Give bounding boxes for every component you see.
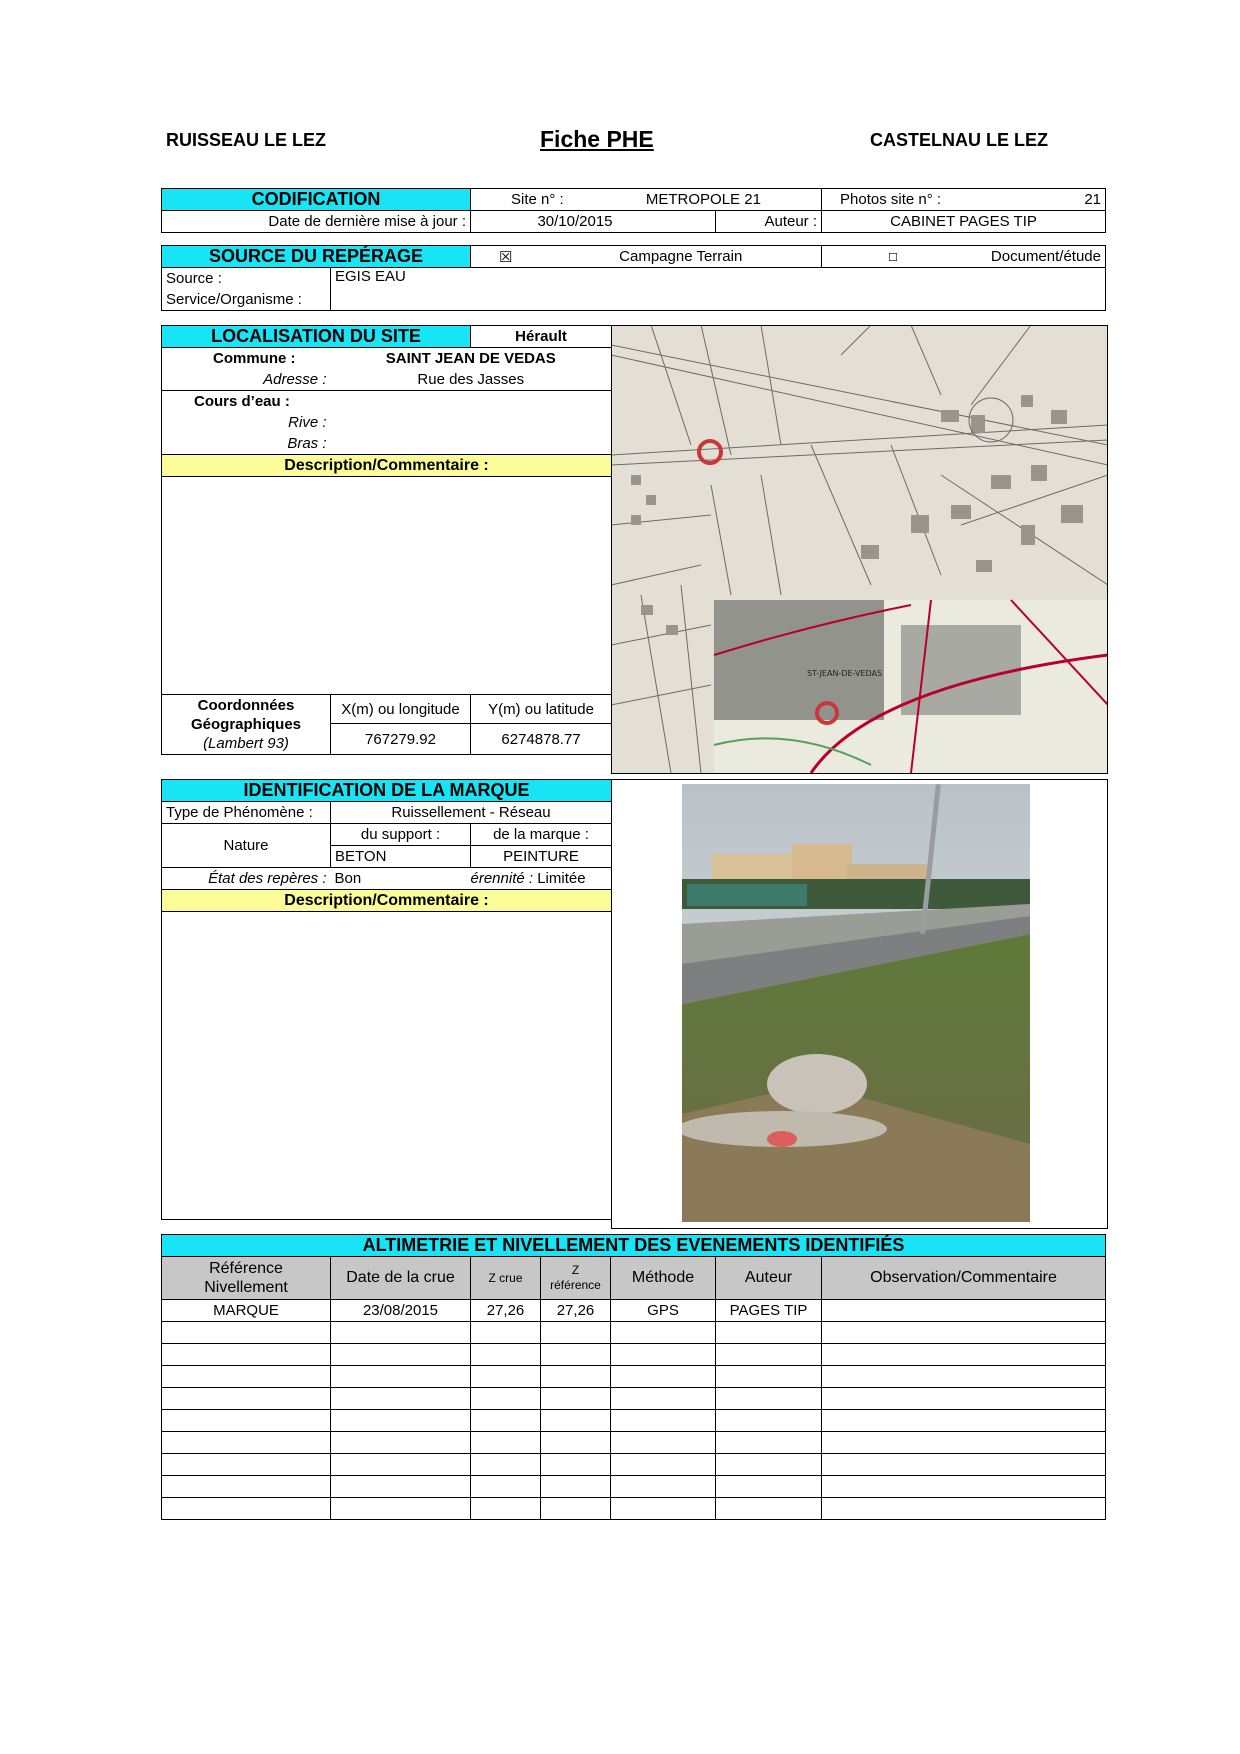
site-photo-svg	[682, 784, 1030, 1222]
cell-methode: GPS	[611, 1300, 716, 1322]
departement: Hérault	[471, 326, 612, 348]
source-value: EGIS EAU	[331, 268, 1106, 311]
support-value: BETON	[331, 846, 471, 868]
cell-zref[interactable]	[541, 1498, 611, 1520]
cell-auteur[interactable]	[716, 1498, 822, 1520]
date-label: Date de dernière mise à jour :	[162, 211, 471, 233]
date-value: 30/10/2015	[471, 211, 716, 233]
cell-obs[interactable]	[822, 1454, 1106, 1476]
loc-description-area[interactable]	[162, 477, 612, 695]
source-label: Source :	[162, 268, 331, 290]
coord-label-1: Coordonnées	[197, 697, 295, 714]
cell-zcrue[interactable]	[471, 1322, 541, 1344]
campagne-checkbox[interactable]: ☒	[471, 246, 541, 268]
localisation-title: LOCALISATION DU SITE	[162, 326, 471, 348]
photos-cell	[822, 189, 1106, 211]
cell-ref: MARQUE	[162, 1300, 331, 1322]
type-label: Type de Phénomène :	[162, 802, 331, 824]
altimetrie-table	[161, 1234, 1106, 1520]
cell-methode[interactable]	[611, 1344, 716, 1366]
col-methode: Méthode	[611, 1257, 716, 1300]
cell-auteur[interactable]	[716, 1410, 822, 1432]
col-ref-1: Référence	[209, 1260, 283, 1277]
marque-description-label: Description/Commentaire :	[162, 890, 612, 912]
coord-label-2: Géographiques	[190, 716, 302, 733]
cell-zcrue[interactable]	[471, 1410, 541, 1432]
col-auteur: Auteur	[716, 1257, 822, 1300]
empty-row	[162, 1344, 1106, 1366]
y-value: 6274878.77	[471, 724, 612, 755]
commune-label: Commune :	[162, 348, 331, 370]
x-label: X(m) ou longitude	[331, 695, 471, 724]
cell-obs[interactable]	[822, 1322, 1106, 1344]
cell-auteur[interactable]	[716, 1322, 822, 1344]
map-town-label: ST-JEAN-DE-VEDAS	[807, 669, 883, 678]
cell-ref[interactable]	[162, 1498, 331, 1520]
cell-obs[interactable]	[822, 1476, 1106, 1498]
author-value: CABINET PAGES TIP	[822, 211, 1106, 233]
cell-zref[interactable]	[541, 1454, 611, 1476]
cell-zcrue[interactable]	[471, 1476, 541, 1498]
cell-zref[interactable]	[541, 1322, 611, 1344]
page-title: Fiche PHE	[540, 126, 654, 152]
etat-label: État des repères :	[162, 868, 331, 890]
cell-auteur[interactable]	[716, 1366, 822, 1388]
altimetrie-title: ALTIMETRIE ET NIVELLEMENT DES EVENEMENTS IDENTIFIÉS	[162, 1235, 1106, 1257]
cell-methode[interactable]	[611, 1410, 716, 1432]
document-checkbox[interactable]: ☐	[888, 252, 898, 264]
empty-row	[162, 1388, 1106, 1410]
cell-auteur[interactable]	[716, 1388, 822, 1410]
service-label: Service/Organisme :	[162, 289, 331, 311]
marque-description-area[interactable]	[162, 912, 612, 1220]
cell-ref[interactable]	[162, 1454, 331, 1476]
cell-zcrue[interactable]	[471, 1432, 541, 1454]
cell-zcrue: 27,26	[471, 1300, 541, 1322]
cell-auteur[interactable]	[716, 1454, 822, 1476]
site-label: Site n° :	[511, 191, 564, 208]
cell-ref[interactable]	[162, 1476, 331, 1498]
cell-date[interactable]	[331, 1322, 471, 1344]
type-value: Ruissellement - Réseau	[331, 802, 612, 824]
codification-title: CODIFICATION	[162, 189, 471, 211]
photos-value: 21	[1084, 191, 1102, 208]
cell-obs[interactable]	[822, 1344, 1106, 1366]
col-zcrue: Z crue	[471, 1257, 541, 1300]
col-ref-2: Nivellement	[204, 1279, 288, 1296]
cell-zcrue[interactable]	[471, 1366, 541, 1388]
cell-zref[interactable]	[541, 1344, 611, 1366]
river-name: RUISSEAU LE LEZ	[166, 130, 327, 150]
cell-methode[interactable]	[611, 1322, 716, 1344]
cell-zref[interactable]	[541, 1432, 611, 1454]
adresse-label: Adresse :	[162, 369, 331, 391]
cell-zref[interactable]	[541, 1476, 611, 1498]
cell-ref[interactable]	[162, 1322, 331, 1344]
cell-date[interactable]	[331, 1454, 471, 1476]
col-obs: Observation/Commentaire	[822, 1257, 1106, 1300]
etat-value: Bon	[331, 868, 471, 890]
cell-auteur[interactable]	[716, 1344, 822, 1366]
cell-auteur[interactable]	[716, 1476, 822, 1498]
cell-date[interactable]	[331, 1476, 471, 1498]
altimetrie-body	[162, 1300, 1106, 1520]
cell-zref[interactable]	[541, 1410, 611, 1432]
campagne-label: Campagne Terrain	[541, 246, 822, 268]
empty-row	[162, 1476, 1106, 1498]
cell-methode[interactable]	[611, 1476, 716, 1498]
cell-ref[interactable]	[162, 1366, 331, 1388]
col-zref-1: Z	[571, 1263, 580, 1277]
cell-methode[interactable]	[611, 1498, 716, 1520]
marque-table	[161, 779, 612, 1220]
cours-label: Cours d’eau :	[162, 391, 331, 413]
marque-value: PEINTURE	[471, 846, 612, 868]
rive-label: Rive :	[162, 412, 331, 433]
support-label: du support :	[331, 824, 471, 846]
empty-row	[162, 1410, 1106, 1432]
cell-date[interactable]	[331, 1432, 471, 1454]
cell-ref[interactable]	[162, 1410, 331, 1432]
codification-table	[161, 188, 1106, 233]
author-label: Auteur :	[716, 211, 822, 233]
perennite-label: érennité :	[470, 870, 534, 887]
cell-zcrue[interactable]	[471, 1454, 541, 1476]
empty-row	[162, 1366, 1106, 1388]
photos-label: Photos site n° :	[840, 191, 942, 208]
cell-obs[interactable]	[822, 1366, 1106, 1388]
empty-row	[162, 1432, 1106, 1454]
cell-date[interactable]	[331, 1498, 471, 1520]
table-row	[162, 1300, 1106, 1322]
commune-value: SAINT JEAN DE VEDAS	[331, 348, 612, 370]
col-ref	[162, 1257, 331, 1300]
document-label: Document/étude	[990, 248, 1101, 265]
cell-obs	[822, 1300, 1106, 1322]
cell-ref[interactable]	[162, 1344, 331, 1366]
map-frame	[611, 325, 1108, 774]
site-photo	[682, 784, 1030, 1222]
col-zref-2: référence	[550, 1278, 601, 1292]
y-label: Y(m) ou latitude	[471, 695, 612, 724]
cell-methode[interactable]	[611, 1388, 716, 1410]
source-title: SOURCE DU REPÉRAGE	[162, 246, 471, 268]
cell-zref[interactable]	[541, 1388, 611, 1410]
site-value: METROPOLE 21	[645, 191, 761, 208]
cell-date[interactable]	[331, 1366, 471, 1388]
coord-label	[162, 695, 331, 755]
localisation-table	[161, 325, 612, 755]
empty-row	[162, 1498, 1106, 1520]
empty-row	[162, 1454, 1106, 1476]
perennite-cell	[471, 868, 612, 890]
cell-zref: 27,26	[541, 1300, 611, 1322]
cell-ref[interactable]	[162, 1432, 331, 1454]
bras-label: Bras :	[162, 433, 331, 455]
coord-label-3: (Lambert 93)	[203, 735, 289, 752]
cell-methode[interactable]	[611, 1366, 716, 1388]
source-table	[161, 245, 1106, 311]
cell-methode[interactable]	[611, 1454, 716, 1476]
marque-title: IDENTIFICATION DE LA MARQUE	[162, 780, 612, 802]
cell-zcrue[interactable]	[471, 1388, 541, 1410]
adresse-value: Rue des Jasses	[331, 369, 612, 391]
cell-obs[interactable]	[822, 1410, 1106, 1432]
cell-obs[interactable]	[822, 1388, 1106, 1410]
marque-label: de la marque :	[471, 824, 612, 846]
empty-row	[162, 1322, 1106, 1344]
commune-header: CASTELNAU LE LEZ	[870, 130, 1048, 150]
cell-date[interactable]	[331, 1410, 471, 1432]
perennite-value: Limitée	[537, 870, 586, 887]
cell-obs[interactable]	[822, 1498, 1106, 1520]
cell-zref[interactable]	[541, 1366, 611, 1388]
cell-date[interactable]	[331, 1388, 471, 1410]
cell-zcrue[interactable]	[471, 1344, 541, 1366]
cell-date: 23/08/2015	[331, 1300, 471, 1322]
nature-label: Nature	[162, 824, 331, 868]
cell-methode[interactable]	[611, 1432, 716, 1454]
cell-date[interactable]	[331, 1344, 471, 1366]
document-cell	[822, 246, 1106, 268]
x-value: 767279.92	[331, 724, 471, 755]
col-zref	[541, 1257, 611, 1300]
site-cell	[471, 189, 822, 211]
loc-description-label: Description/Commentaire :	[162, 455, 612, 477]
cell-zcrue[interactable]	[471, 1498, 541, 1520]
cell-ref[interactable]	[162, 1388, 331, 1410]
cell-auteur[interactable]	[716, 1432, 822, 1454]
col-date: Date de la crue	[331, 1257, 471, 1300]
cell-auteur: PAGES TIP	[716, 1300, 822, 1322]
cell-obs[interactable]	[822, 1432, 1106, 1454]
